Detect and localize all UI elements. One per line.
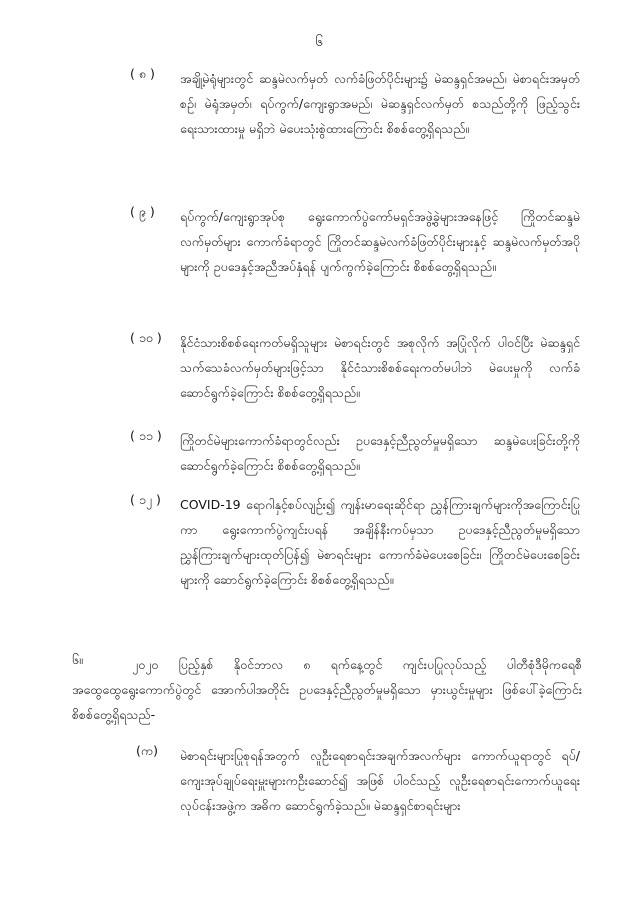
subparagraph-text: ရပ်ကွက်/ကျေးရွာအုပ်စု ရွေးကောက်ပွဲကော်မရှင်အဖွဲ့ခွဲများအနေဖြင့် ကြိုတင်ဆန္ဒမဲလက်မှတ်များ ကောက်ခံရာတွင် ကြိုတင်ဆန္ဒမဲလက်ခံဖြတ်ပိုင်းများနှင့် ဆန္ဒမဲလက်မှတ်အပိုများကို ဥပဒေနှင့်အညီအပ်နှံရန် ပျက်ကွက်ခဲ့ကြောင်း စိစစ်တွေ့ရှိရသည်။ xyxy=(180,209,580,274)
subparagraph-label: (က) xyxy=(136,743,158,758)
page-number: ၆ xyxy=(315,35,323,50)
paragraph-text: ၂၀၂၀ ပြည့်နှစ် နိုဝင်ဘာလ ၈ ရက်နေ့တွင် ကျင်းပပြုလုပ်သည့် ပါတီစုံဒီမိုကရေစီအထွေထွေရွေးကောက်ပွဲတွင် အောက်ပါအတိုင်း ဥပဒေနှင့်ညီညွတ်မှုမရှိသော မှားယွင်းမှုများ ဖြစ်ပေါ်ခဲ့ကြောင်း စိစစ်တွေ့ရှိရသည်- xyxy=(72,657,582,722)
subparagraph-text: နိုင်ငံသားစိစစ်ရေးကတ်မရှိသူများ မဲစာရင်းတွင် အစုလိုက် အပြုံလိုက် ပါဝင်ပြီး မဲဆန္ဒရှင်သက်သေခံလက်မှတ်များဖြင့်သာ နိုင်ငံသားစိစစ်ရေးကတ်မပါဘဲ မဲပေးမှုကို လက်ခံဆောင်ရွက်ခဲ့ကြောင်း စိစစ်တွေ့ရှိရသည်။ xyxy=(180,335,580,400)
subparagraph-label: ( ၁၀ ) xyxy=(130,330,162,345)
subparagraph-text: မဲစာရင်းများပြုစုရန်အတွက် လူဦးရေစာရင်းအချက်အလက်များ ကောက်ယူရာတွင် ရပ်/ကျေးအုပ်ချုပ်ရေးမှူးများကဦးဆောင်၍ အဖြစ် ပါဝင်သည့် လူဦးရေစာရင်းကောက်ယူရေးလုပ်ငန်းအဖွဲ့က အဓိက ဆောင်ရွက်ခဲ့သည်။ မဲဆန္ဒရှင်စာရင်းများ xyxy=(180,748,580,813)
subparagraph-text: ကြိုတင်မဲများကောက်ခံရာတွင်လည်း ဥပဒေနှင့်ညီညွတ်မှုမရှိသော ဆန္ဒမဲပေးခြင်းတို့ကို ဆောင်ရွက်ခဲ့ကြောင်း စိစစ်တွေ့ရှိရသည်။ xyxy=(180,433,580,473)
subparagraph-label: ( ၉ ) xyxy=(130,204,155,219)
subparagraph-text: COVID-19 ရောဂါနှင့်စပ်လျဉ်း၍ ကျန်းမာရေးဆိုင်ရာ ညွှန်ကြားချက်များကိုအကြောင်းပြုကာ ရွေးကောက်ပွဲကျင်းပရန် အချိန်နီးကပ်မှသာ ဥပဒေနှင့်ညီညွတ်မှုမရှိသော ညွှန်ကြားချက်များထုတ်ပြန်၍ မဲစာရင်းများ ကောက်ခံမဲပေးစေခြင်း၊ ကြိုတင်မဲပေးစေခြင်းများကို ဆောင်ရွက်ခဲ့ကြောင်း စိစစ်တွေ့ရှိရသည်။ xyxy=(180,497,580,587)
subparagraph-text: အချို့မဲရုံများတွင် ဆန္ဒမဲလက်မှတ် လက်ခံဖြတ်ပိုင်းများ၌ မဲဆန္ဒရှင်အမည်၊ မဲစာရင်းအမှတ်စဉ်၊ မဲရုံအမှတ်၊ ရပ်ကွက်/ကျေးရွာအမည်၊ မဲဆန္ဒရှင်လက်မှတ် စသည်တို့ကို ဖြည့်သွင်းရေးသားထားမှု မရှိဘဲ မဲပေးသုံးစွဲထားကြောင်း စိစစ်တွေ့ရှိရသည်။ xyxy=(180,71,580,136)
subparagraph-label: ( ၁၂ ) xyxy=(130,492,161,507)
subparagraph-label: ( ၈ ) xyxy=(130,66,155,81)
paragraph-label: ၆။ xyxy=(72,652,83,667)
subparagraph-label: ( ၁၁ ) xyxy=(130,428,162,443)
